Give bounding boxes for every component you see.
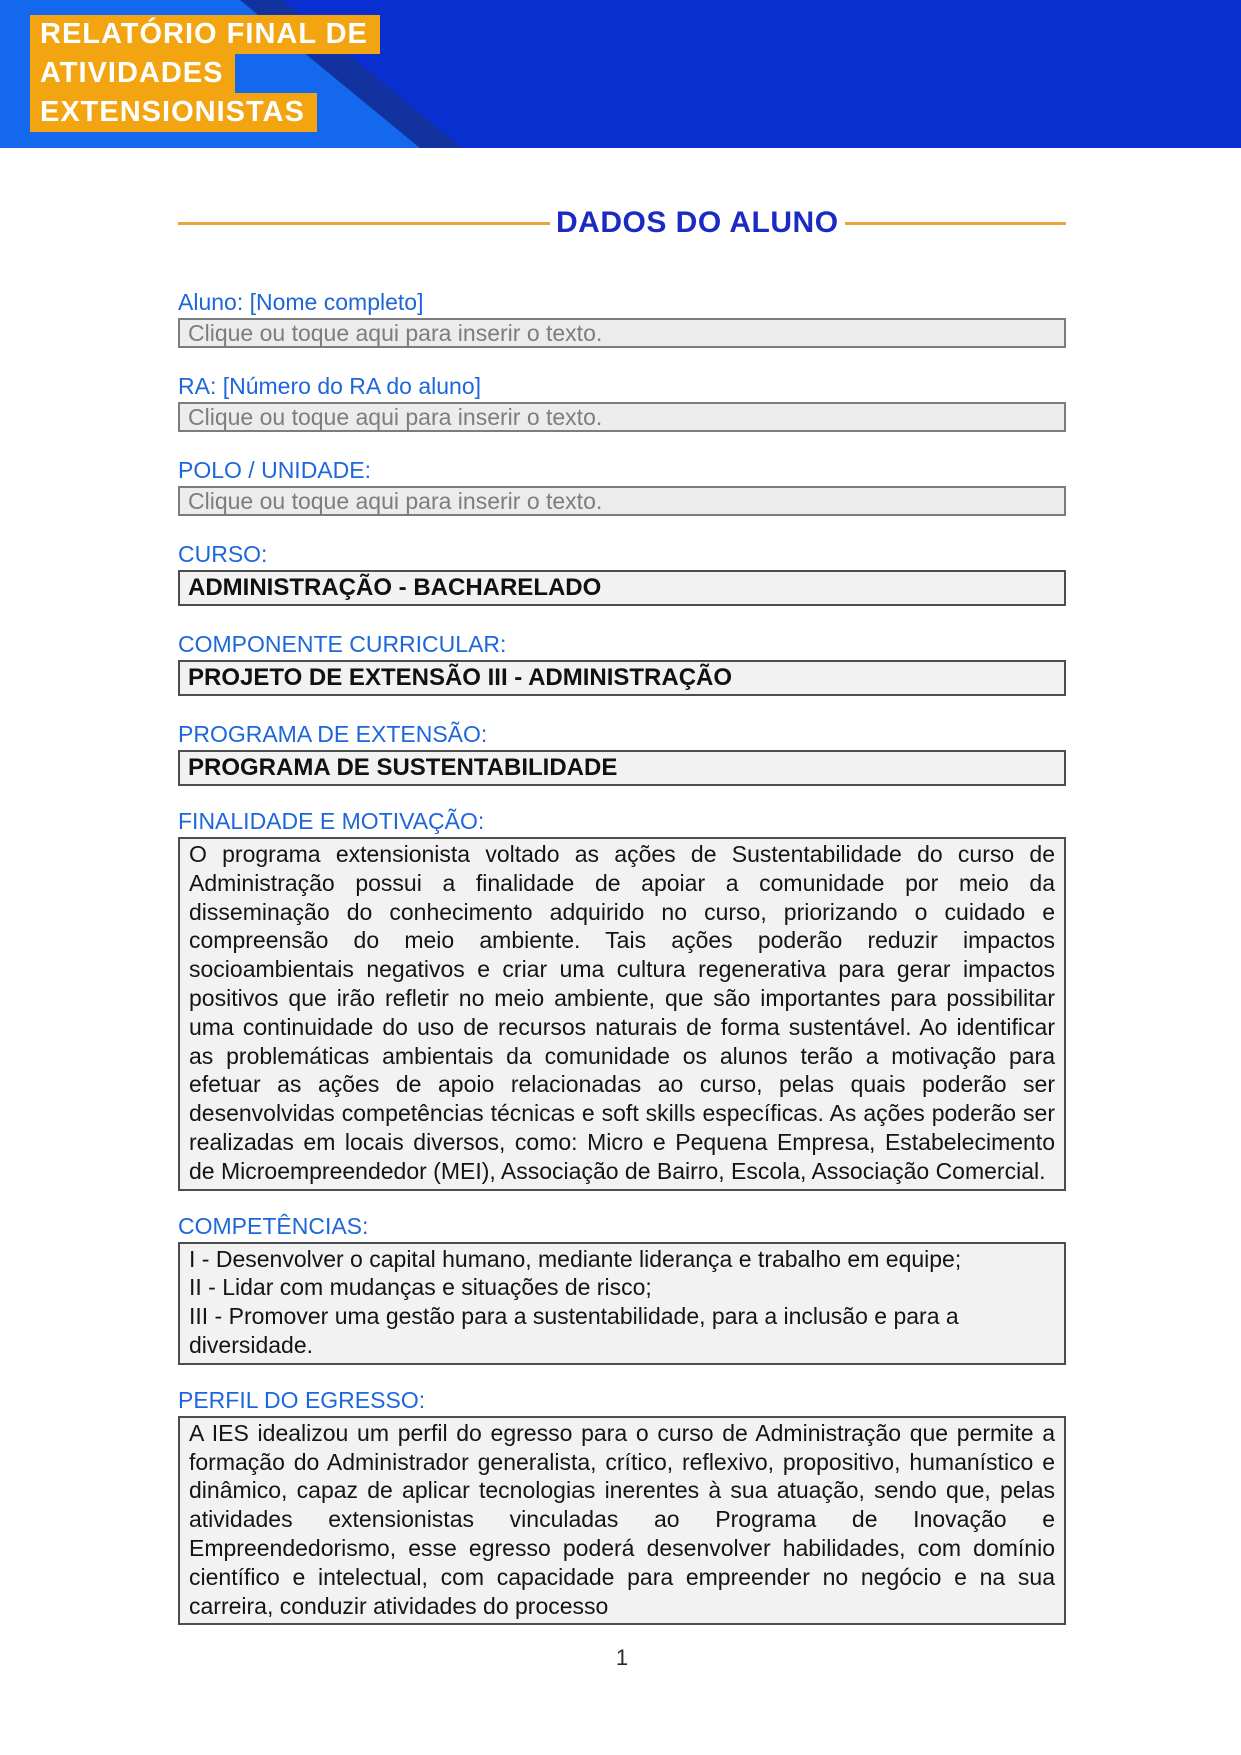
field-label-programa-extensao: PROGRAMA DE EXTENSÃO: xyxy=(178,721,488,747)
field-group-competencias xyxy=(178,1213,1066,1365)
field-label-ra: RA: [Número do RA do aluno] xyxy=(178,373,481,399)
field-group-polo-unidade xyxy=(178,457,1066,516)
field-label-perfil-egresso: PERFIL DO EGRESSO: xyxy=(178,1386,426,1413)
banner-title-line-3: EXTENSIONISTAS xyxy=(30,93,317,132)
competencias-list-box xyxy=(178,1242,1066,1365)
polo-unidade-input[interactable]: Clique ou toque aqui para inserir o texto. xyxy=(178,486,1066,516)
field-group-aluno xyxy=(178,289,1066,348)
page-number: 1 xyxy=(615,1645,629,1671)
field-label-competencias: COMPETÊNCIAS: xyxy=(178,1212,369,1239)
field-group-finalidade-motivacao xyxy=(178,808,1066,1191)
field-group-perfil-egresso xyxy=(178,1387,1066,1626)
field-label-polo-unidade: POLO / UNIDADE: xyxy=(178,457,371,483)
field-label-aluno: Aluno: [Nome completo] xyxy=(178,289,424,315)
field-group-ra xyxy=(178,373,1066,432)
aluno-input[interactable]: Clique ou toque aqui para inserir o texto. xyxy=(178,318,1066,348)
banner-title-line-2: ATIVIDADES xyxy=(30,54,235,93)
banner-title xyxy=(30,15,380,132)
report-banner xyxy=(0,0,1241,148)
document-body xyxy=(0,205,1241,1671)
ra-input[interactable]: Clique ou toque aqui para inserir o texto. xyxy=(178,402,1066,432)
competencia-item-2: II - Lidar com mudanças e situações de risco; xyxy=(189,1274,652,1301)
banner-title-line-1: RELATÓRIO FINAL DE xyxy=(30,15,380,54)
programa-extensao-value: PROGRAMA DE SUSTENTABILIDADE xyxy=(178,750,1066,786)
field-label-componente-curricular: COMPONENTE CURRICULAR: xyxy=(178,631,507,657)
perfil-egresso-paragraph: A IES idealizou um perfil do egresso para o curso de Administração que permite a formação do Administrador generalista, crítico, reflexivo, propositivo, humanístico e dinâmico, capaz de aplicar tecnologias inerentes à sua atuação, sendo que, pelas atividades extensionistas vinculadas ao Programa de Inovação e Empreendedorismo, esse egresso poderá desenvolver habilidades, com domínio científico e intelectual, com capacidade para empreender no negócio e na sua carreira, conduzir atividades do processo xyxy=(178,1416,1066,1626)
field-label-finalidade-motivacao: FINALIDADE E MOTIVAÇÃO: xyxy=(178,808,485,834)
competencia-item-3: III - Promover uma gestão para a sustentabilidade, para a inclusão e para a diversidade. xyxy=(189,1303,959,1358)
componente-curricular-value: PROJETO DE EXTENSÃO III - ADMINISTRAÇÃO xyxy=(178,660,1066,696)
title-rule-right xyxy=(845,222,1066,225)
field-group-programa-extensao xyxy=(178,721,1066,786)
title-rule-left xyxy=(178,222,550,225)
section-title-row xyxy=(178,205,1066,241)
field-group-componente-curricular xyxy=(178,631,1066,696)
finalidade-motivacao-paragraph: O programa extensionista voltado as ações de Sustentabilidade do curso de Administração possui a finalidade de apoiar a comunidade por meio da disseminação do conhecimento adquirido no curso, priorizando o cuidado e compreensão do meio ambiente. Tais ações poderão reduzir impactos socioambientais negativos e criar uma cultura regenerativa para gerar impactos positivos que irão refletir no meio ambiente, que são importantes para possibilitar uma continuidade do uso de recursos naturais de forma sustentável. Ao identificar as problemáticas ambientais da comunidade os alunos terão a motivação para efetuar as ações de apoio relacionadas ao curso, pelas quais poderão ser desenvolvidas competências técnicas e soft skills específicas. As ações poderão ser realizadas em locais diversos, como: Micro e Pequena Empresa, Estabelecimento de Microempreendedor (MEI), Associação de Bairro, Escola, Associação Comercial. xyxy=(178,837,1066,1191)
field-group-curso xyxy=(178,541,1066,606)
page-title: DADOS DO ALUNO xyxy=(556,206,839,239)
field-label-curso: CURSO: xyxy=(178,541,268,567)
curso-value: ADMINISTRAÇÃO - BACHARELADO xyxy=(178,570,1066,606)
competencia-item-1: I - Desenvolver o capital humano, mediante liderança e trabalho em equipe; xyxy=(189,1245,962,1272)
